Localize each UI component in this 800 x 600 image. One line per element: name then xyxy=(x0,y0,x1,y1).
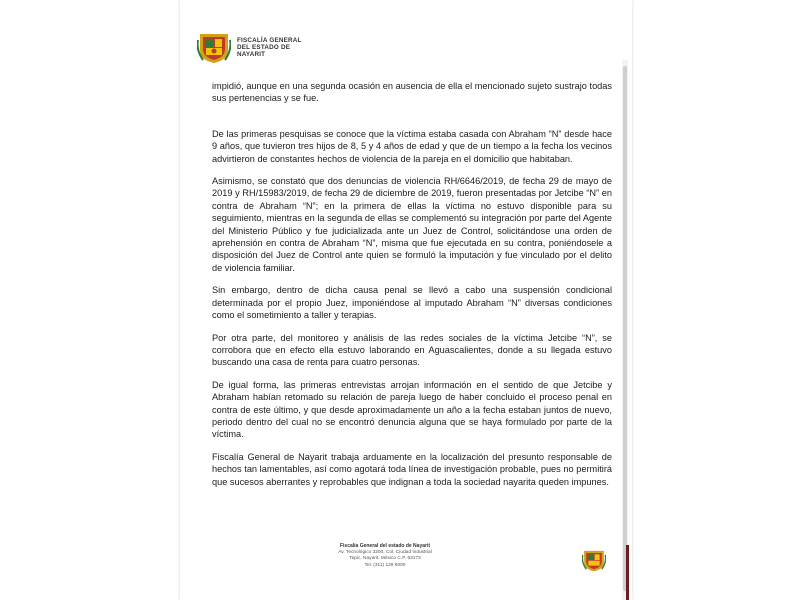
paragraph-6: De igual forma, las primeras entrevistas arrojan información en el sentido de que Jetcibe y Abraham habían retomado su relación de pareja luego de haber concluido el proceso penal en contra de este último, y que desde aproximadamente un año a la fecha estaban juntos de nuevo, periodo dentro del cual no se encontró denuncia alguna que se haya formulado por parte de la víctima. xyxy=(212,379,612,440)
paragraph-1: impidió, aunque en una segunda ocasión en ausencia de ella el mencionado sujeto sustrajo todas sus pertenencias y se fue. xyxy=(212,81,612,104)
footer-org: Fiscalía General del estado de Nayarit xyxy=(339,543,431,549)
document-body xyxy=(212,80,612,498)
paragraph-7: Fiscalía General de Nayarit trabaja arduamente en la localización del presunto responsable de hechos tan lamentables, así como agotará toda línea de investigación probable, pues no permitirá que sucesos aberrantes y reprobables que indignan a toda la sociedad nayarita queden impunes. xyxy=(212,451,612,487)
footer-phone: Tel. (311) 129 6000 xyxy=(364,562,406,568)
paragraph-2: De las primeras pesquisas se conoce que la víctima estaba casada con Abraham “N” desde hace 9 años, que tuvieron tres hijos de 8, 5 y 4 años de edad y que de un tiempo a la fecha los vecinos advirtieron de constantes hechos de violencia de la pareja en el domicilio que habitaban. xyxy=(212,128,612,164)
agency-name-line1: FISCALÍA GENERAL xyxy=(237,36,302,44)
state-crest-icon xyxy=(197,30,231,64)
agency-name xyxy=(237,37,302,58)
agency-name-line2: DEL ESTADO DE xyxy=(237,43,291,51)
scrollbar-thumb[interactable] xyxy=(623,66,627,591)
paragraph-5: Por otra parte, del monitoreo y análisis de las redes sociales de la víctima Jetcibe “N”, se corrobora que en efecto ella estuvo laborando en Aguascalientes, donde a su llegada estuvo buscando una casa de renta para cuatro personas. xyxy=(212,332,612,368)
page-edge-accent xyxy=(626,545,629,600)
footer-crest-icon xyxy=(582,548,606,572)
document-footer xyxy=(315,543,455,569)
agency-name-line3: NAYARIT xyxy=(237,50,266,58)
document-header xyxy=(197,30,302,64)
footer-address-line1: Av. Tecnológico 3200, Col. Ciudad Industrial xyxy=(338,549,432,555)
footer-address-line2: Tepic, Nayarit. México C.P. 63173 xyxy=(349,556,421,561)
paragraph-4: Sin embargo, dentro de dicha causa penal se llevó a cabo una suspensión condicional determinada por el propio Juez, imponiéndose al imputado Abraham “N” diversas condiciones como el sometimiento a taller y terapias. xyxy=(212,285,612,321)
paragraph-3: Asimismo, se constató que dos denuncias de violencia RH/6646/2019, de fecha 29 de mayo de 2019 y RH/15983/2019, de fecha 29 de diciembre de 2019, fueron presentadas por Jetcibe “N” en contra de Abraham “N”; en la primera de ellas la víctima no estuvo disponible para su seguimiento, mientras en la segunda de ellas se complementó su integración por parte del Agente del Ministerio Público y fue judicializada ante un Juez de Control, solicitándose una orden de aprehensión en contra de Abraham “N”, misma que fue ejecutada en su contra, poniéndosele a disposición del Juez de Control ante quien se formuló la imputación y fue vinculado por el delito de violencia familiar. xyxy=(212,176,612,273)
